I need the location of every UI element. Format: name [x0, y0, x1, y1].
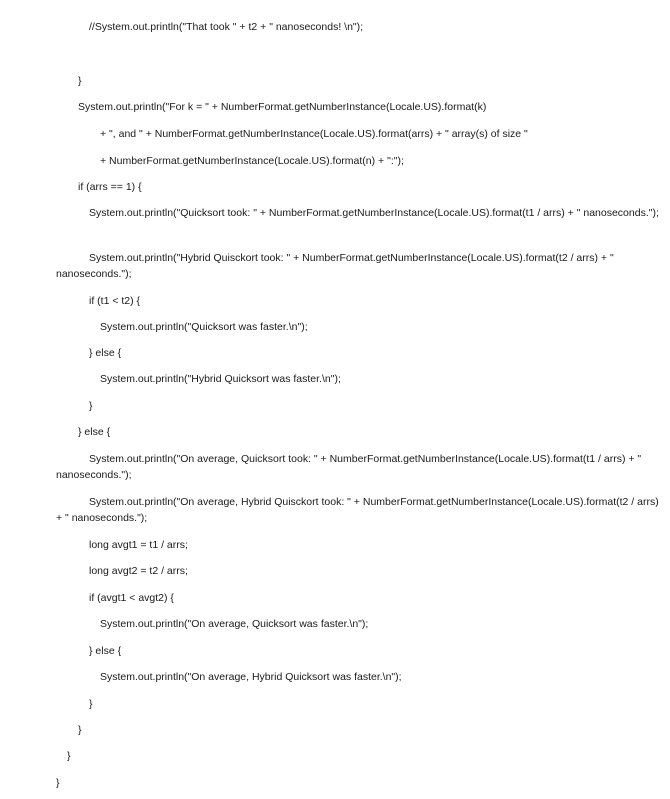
- code-line: System.out.println("Quicksort took: " + NumberFormat.getNumberInstance(Locale.US).format(t1 / arrs) + " nanoseconds.");: [89, 207, 659, 219]
- code-line: } else {: [89, 347, 122, 359]
- code-line: if (t1 < t2) {: [89, 295, 141, 307]
- code-line: }: [89, 400, 93, 412]
- code-line: System.out.println("On average, Quicksort took: " + NumberFormat.getNumberInstance(Locale.US).format(t1 / arrs) + " nanoseconds.");: [56, 453, 642, 481]
- code-line: System.out.println("Hybrid Quisckort took: " + NumberFormat.getNumberInstance(Locale.US).format(t2 / arrs) + " nanoseconds.");: [56, 252, 614, 280]
- code-line: System.out.println("On average, Quicksort was faster.\n");: [100, 618, 369, 630]
- code-line: long avgt2 = t2 / arrs;: [89, 565, 188, 577]
- code-line: System.out.println("On average, Hybrid Quisckort took: " + NumberFormat.getNumberInstance(Locale.US).format(t2 / arrs) + " nanoseconds.");: [56, 496, 659, 524]
- code-line: //System.out.println("That took " + t2 + " nanoseconds! \n");: [89, 21, 364, 33]
- code-line: System.out.println("On average, Hybrid Quicksort was faster.\n");: [100, 671, 402, 683]
- code-line: System.out.println("Hybrid Quicksort was faster.\n");: [100, 373, 341, 385]
- code-line: if (avgt1 < avgt2) {: [89, 592, 174, 604]
- code-line: } else {: [78, 426, 111, 438]
- code-line: if (arrs == 1) {: [78, 181, 142, 193]
- code-line: System.out.println("Quicksort was faster.\n");: [100, 321, 308, 333]
- code-line: + NumberFormat.getNumberInstance(Locale.US).format(n) + ":");: [100, 155, 404, 167]
- code-line: }: [78, 75, 82, 87]
- code-line: }: [78, 724, 82, 736]
- code-line: }: [89, 698, 93, 710]
- code-line: System.out.println("For k = " + NumberFormat.getNumberInstance(Locale.US).format(k): [78, 101, 487, 113]
- code-line: }: [56, 777, 60, 789]
- code-line: } else {: [89, 645, 122, 657]
- code-line: }: [67, 750, 71, 762]
- code-line: long avgt1 = t1 / arrs;: [89, 539, 188, 551]
- code-line: + ", and " + NumberFormat.getNumberInstance(Locale.US).format(arrs) + " array(s) of size ": [100, 128, 528, 140]
